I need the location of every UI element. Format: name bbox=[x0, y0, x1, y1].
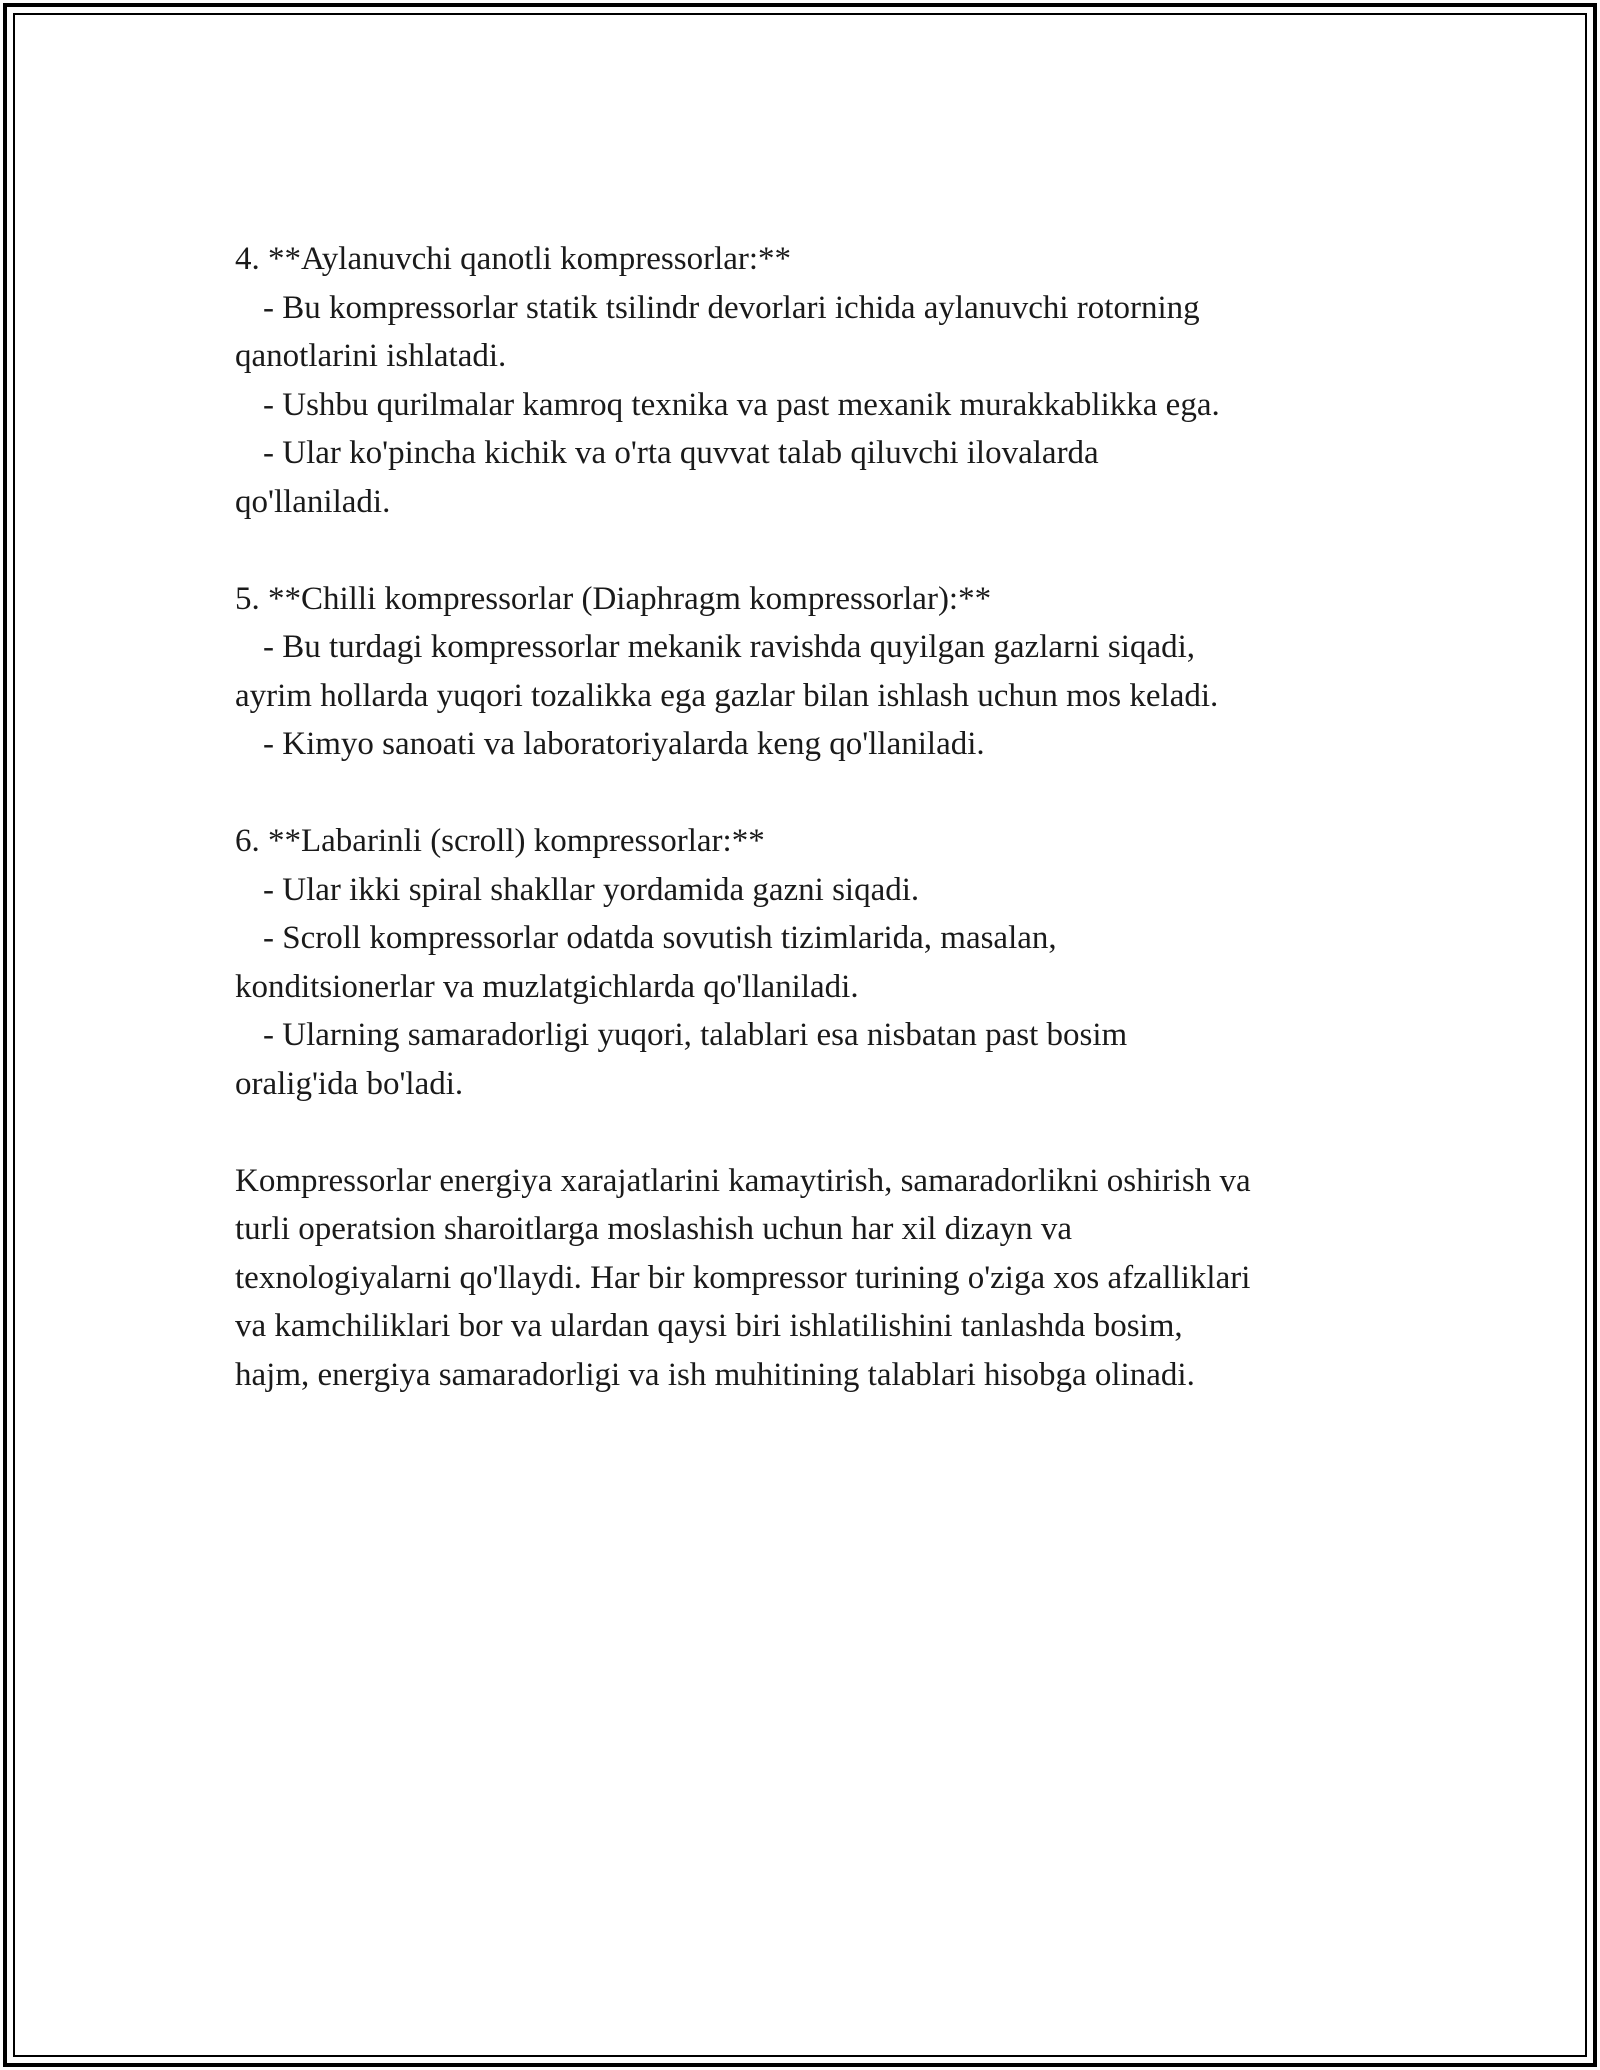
section-6-bullet-3: - Ularning samaradorligi yuqori, talablari esa nisbatan past bosim bbox=[263, 1017, 1128, 1053]
conclusion-line-5: hajm, energiya samaradorligi va ish muhitining talablari hisobga olinadi. bbox=[235, 1356, 1195, 1393]
section-5-bullet-1-cont: ayrim hollarda yuqori tozalikka ega gazlar bilan ishlash uchun mos keladi. bbox=[235, 677, 1219, 714]
conclusion-line-4: va kamchiliklari bor va ulardan qaysi biri ishlatilishini tanlashda bosim, bbox=[235, 1308, 1183, 1344]
section-6-bullet-2: - Scroll kompressorlar odatda sovutish tizimlarida, masalan, bbox=[263, 920, 1057, 956]
section-5-bullet-1: - Bu turdagi kompressorlar mekanik ravishda quyilgan gazlarni siqadi, bbox=[263, 629, 1196, 665]
spacer bbox=[235, 526, 1395, 575]
section-4-bullet-3-cont: qo'llaniladi. bbox=[235, 483, 391, 520]
spacer bbox=[235, 1108, 1395, 1157]
section-4-bullet-2: - Ushbu qurilmalar kamroq texnika va past mexanik murakkablikka ega. bbox=[263, 386, 1220, 423]
section-6-bullet-1: - Ular ikki spiral shakllar yordamida gazni siqadi. bbox=[263, 871, 920, 908]
section-6-bullet-2-cont: konditsionerlar va muzlatgichlarda qo'llaniladi. bbox=[235, 968, 859, 1005]
section-6-bullet-3-cont: oralig'ida bo'ladi. bbox=[235, 1065, 464, 1102]
section-6-heading: 6. **Labarinli (scroll) kompressorlar:** bbox=[235, 823, 765, 859]
section-4-bullet-1-cont: qanotlarini ishlatadi. bbox=[235, 338, 507, 374]
section-5-heading: 5. **Chilli kompressorlar (Diaphragm kompressorlar):** bbox=[235, 580, 992, 617]
conclusion-line-1: Kompressorlar energiya xarajatlarini kamaytirish, samaradorlikni oshirish va bbox=[235, 1162, 1251, 1199]
document-body bbox=[235, 235, 1395, 1399]
section-4-bullet-1: - Bu kompressorlar statik tsilindr devorlari ichida aylanuvchi rotorning bbox=[263, 289, 1200, 326]
section-5-bullet-2: - Kimyo sanoati va laboratoriyalarda keng qo'llaniladi. bbox=[263, 726, 985, 762]
spacer bbox=[235, 769, 1395, 818]
section-4-heading: 4. **Aylanuvchi qanotli kompressorlar:** bbox=[235, 241, 792, 277]
conclusion-line-3: texnologiyalarni qo'llaydi. Har bir kompressor turining o'ziga xos afzalliklari bbox=[235, 1259, 1251, 1296]
conclusion-line-2: turli operatsion sharoitlarga moslashish uchun har xil dizayn va bbox=[235, 1211, 1073, 1247]
section-4-bullet-3: - Ular ko'pincha kichik va o'rta quvvat talab qiluvchi ilovalarda bbox=[263, 435, 1099, 471]
